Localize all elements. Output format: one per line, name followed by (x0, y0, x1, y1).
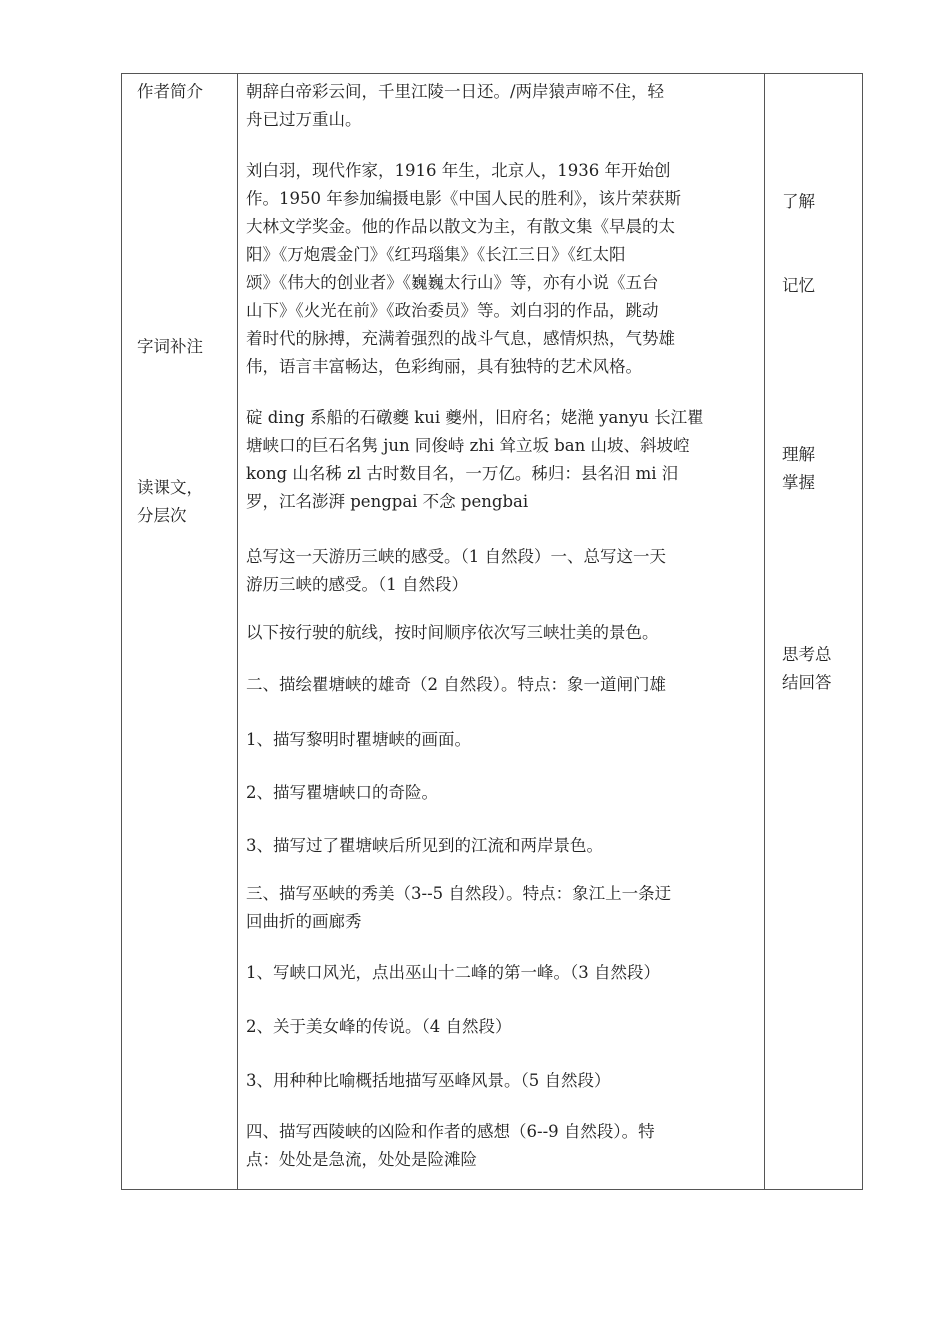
label-read-text-2: 分层次 (137, 506, 187, 525)
section-two-item: 2、描写瞿塘峡口的奇险。 (246, 783, 438, 802)
section-four-heading: 点：处处是急流，处处是险滩险 (246, 1150, 477, 1169)
author-bio-line: 伟，语言丰富畅达，色彩绚丽，具有独特的艺术风格。 (246, 357, 642, 376)
word-note-line: 罗，江名澎湃 pengpai 不念 pengbai (246, 492, 529, 511)
author-bio-line: 颂》《伟大的创业者》《巍巍太行山》等，亦有小说《五台 (246, 273, 659, 292)
route-line: 以下按行驶的航线，按时间顺序依次写三峡壮美的景色。 (246, 623, 659, 642)
note-memorize: 记忆 (782, 276, 815, 295)
content-column (238, 74, 765, 1190)
author-bio-line: 刘白羽，现代作家，1916 年生，北京人，1936 年开始创 (246, 161, 671, 180)
section-three-item: 3、用种种比喻概括地描写巫峰风景。（5 自然段） (246, 1071, 611, 1090)
section-three-heading: 三、描写巫峡的秀美（3--5 自然段）。特点：象江上一条迂 (246, 884, 672, 903)
note-think: 思考总 (782, 645, 832, 664)
poem-line: 朝辞白帝彩云间，千里江陵一日还。/两岸猿声啼不住，轻 (246, 82, 665, 101)
section-two-heading: 二、描绘瞿塘峡的雄奇（2 自然段）。特点：象一道闸门雄 (246, 675, 666, 694)
author-bio-line: 大林文学奖金。他的作品以散文为主，有散文集《早晨的太 (246, 217, 675, 236)
note-answer: 结回答 (782, 673, 832, 692)
label-column (122, 74, 238, 1190)
note-master: 掌握 (782, 473, 815, 492)
section-one-line: 游历三峡的感受。（1 自然段） (246, 575, 468, 594)
section-three-item: 1、写峡口风光，点出巫山十二峰的第一峰。（3 自然段） (246, 963, 660, 982)
section-three-item: 2、关于美女峰的传说。（4 自然段） (246, 1017, 512, 1036)
author-bio-line: 作。1950 年参加编摄电影《中国人民的胜利》，该片荣获斯 (246, 189, 681, 208)
section-one-line: 总写这一天游历三峡的感受。（1 自然段）一、总写这一天 (246, 547, 666, 566)
word-note-line: 碇 ding 系船的石礅夔 kui 夔州，旧府名；姥滟 yanyu 长江瞿 (246, 408, 704, 427)
note-comprehend: 理解 (782, 445, 815, 464)
label-read-text: 读课文， (137, 478, 203, 497)
author-bio-line: 着时代的脉搏，充满着强烈的战斗气息，感情炽热，气势雄 (246, 329, 675, 348)
section-three-heading: 回曲折的画廊秀 (246, 912, 362, 931)
word-note-line: kong 山名秭 zl 古时数目名，一万亿。秭归：县名汨 mi 汨 (246, 464, 679, 483)
section-four-heading: 四、描写西陵峡的凶险和作者的感想（6--9 自然段）。特 (246, 1122, 655, 1141)
note-understand: 了解 (782, 192, 815, 211)
label-author-intro: 作者简介 (137, 82, 203, 101)
label-word-notes: 字词补注 (137, 337, 203, 356)
section-two-item: 3、描写过了瞿塘峡后所见到的江流和两岸景色。 (246, 836, 603, 855)
section-two-item: 1、描写黎明时瞿塘峡的画面。 (246, 730, 471, 749)
table-row (122, 74, 863, 1190)
lesson-plan-table (121, 73, 863, 1190)
poem-line: 舟已过万重山。 (246, 110, 362, 129)
author-bio-line: 山下》《火光在前》《政治委员》等。刘白羽的作品，跳动 (246, 301, 659, 320)
author-bio-line: 阳》《万炮震金门》《红玛瑙集》《长江三日》《红太阳 (246, 245, 626, 264)
word-note-line: 塘峡口的巨石名隽 jun 同俊峙 zhi 耸立坂 ban 山坡、斜坡崆 (246, 436, 690, 455)
goal-column (765, 74, 863, 1190)
